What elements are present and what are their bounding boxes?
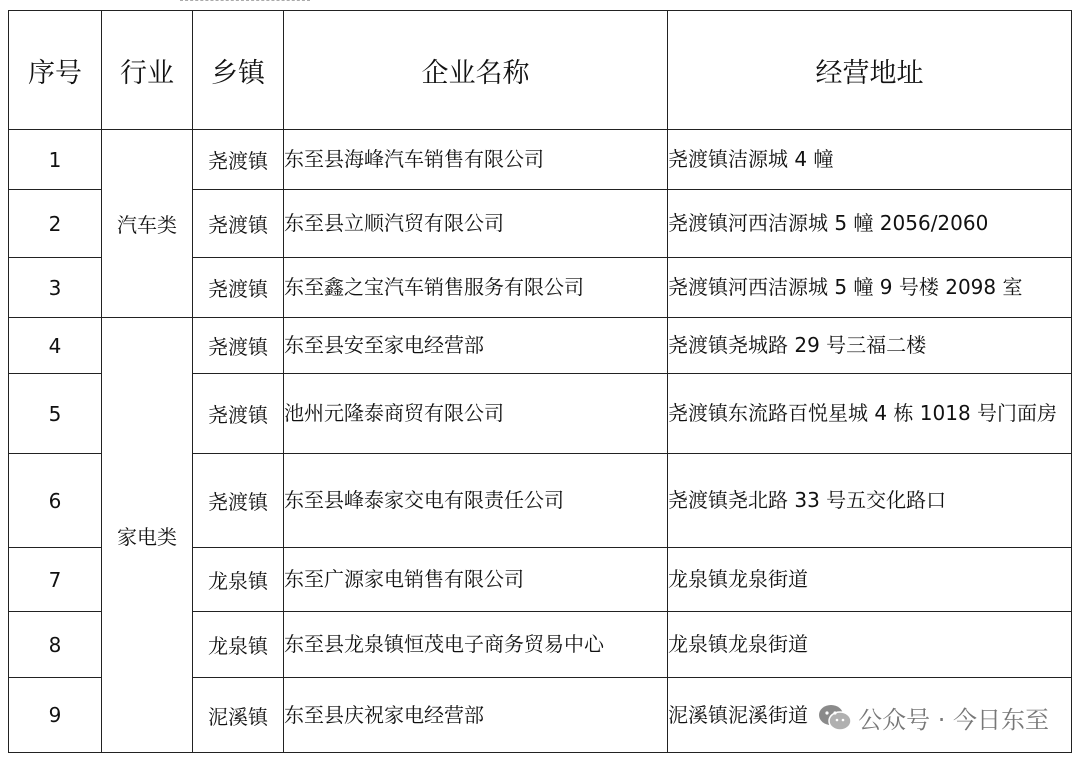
row-name: 东至县海峰汽车销售有限公司 [284,130,668,190]
row-address: 尧渡镇河西洁源城 5 幢 9 号楼 2098 室 [668,258,1072,318]
row-no: 8 [9,612,102,678]
category-cell: 家电类 [102,318,193,753]
row-town: 尧渡镇 [193,318,284,374]
row-no: 4 [9,318,102,374]
row-address: 龙泉镇龙泉街道 [668,612,1072,678]
watermark-text: 公众号 · 今日东至 [858,706,1049,734]
enterprise-table [8,10,1072,753]
row-no: 9 [9,678,102,753]
row-address: 尧渡镇东流路百悦星城 4 栋 1018 号门面房 [668,374,1072,454]
table-row [9,130,1072,190]
header-town: 乡镇 [193,11,284,130]
row-address: 尧渡镇河西洁源城 5 幢 2056/2060 [668,190,1072,258]
row-name: 东至鑫之宝汽车销售服务有限公司 [284,258,668,318]
row-address: 龙泉镇龙泉街道 [668,548,1072,612]
row-address: 尧渡镇尧城路 29 号三福二楼 [668,318,1072,374]
row-town: 尧渡镇 [193,130,284,190]
row-town: 尧渡镇 [193,454,284,548]
row-town: 泥溪镇 [193,678,284,753]
row-name: 东至县庆祝家电经营部 [284,678,668,753]
row-no: 3 [9,258,102,318]
category-cell: 汽车类 [102,130,193,318]
row-name: 东至县峰泰家交电有限责任公司 [284,454,668,548]
table-row [9,318,1072,374]
row-no: 1 [9,130,102,190]
row-address: 泥溪镇泥溪街道 [668,678,1072,753]
row-address: 尧渡镇洁源城 4 幢 [668,130,1072,190]
header-industry: 行业 [102,11,193,130]
header-address: 经营地址 [668,11,1072,130]
row-town: 尧渡镇 [193,374,284,454]
row-town: 龙泉镇 [193,548,284,612]
row-no: 6 [9,454,102,548]
header-row [9,11,1072,130]
row-name: 东至县安至家电经营部 [284,318,668,374]
row-town: 尧渡镇 [193,190,284,258]
row-town: 尧渡镇 [193,258,284,318]
watermark [818,700,1049,735]
wechat-icon [818,704,852,732]
header-no: 序号 [9,11,102,130]
row-name: 东至县龙泉镇恒茂电子商务贸易中心 [284,612,668,678]
row-address: 尧渡镇尧北路 33 号五交化路口 [668,454,1072,548]
row-town: 龙泉镇 [193,612,284,678]
row-name: 东至县立顺汽贸有限公司 [284,190,668,258]
header-name: 企业名称 [284,11,668,130]
row-no: 2 [9,190,102,258]
row-name: 东至广源家电销售有限公司 [284,548,668,612]
row-no: 5 [9,374,102,454]
top-divider [180,0,310,1]
row-name: 池州元隆泰商贸有限公司 [284,374,668,454]
row-no: 7 [9,548,102,612]
